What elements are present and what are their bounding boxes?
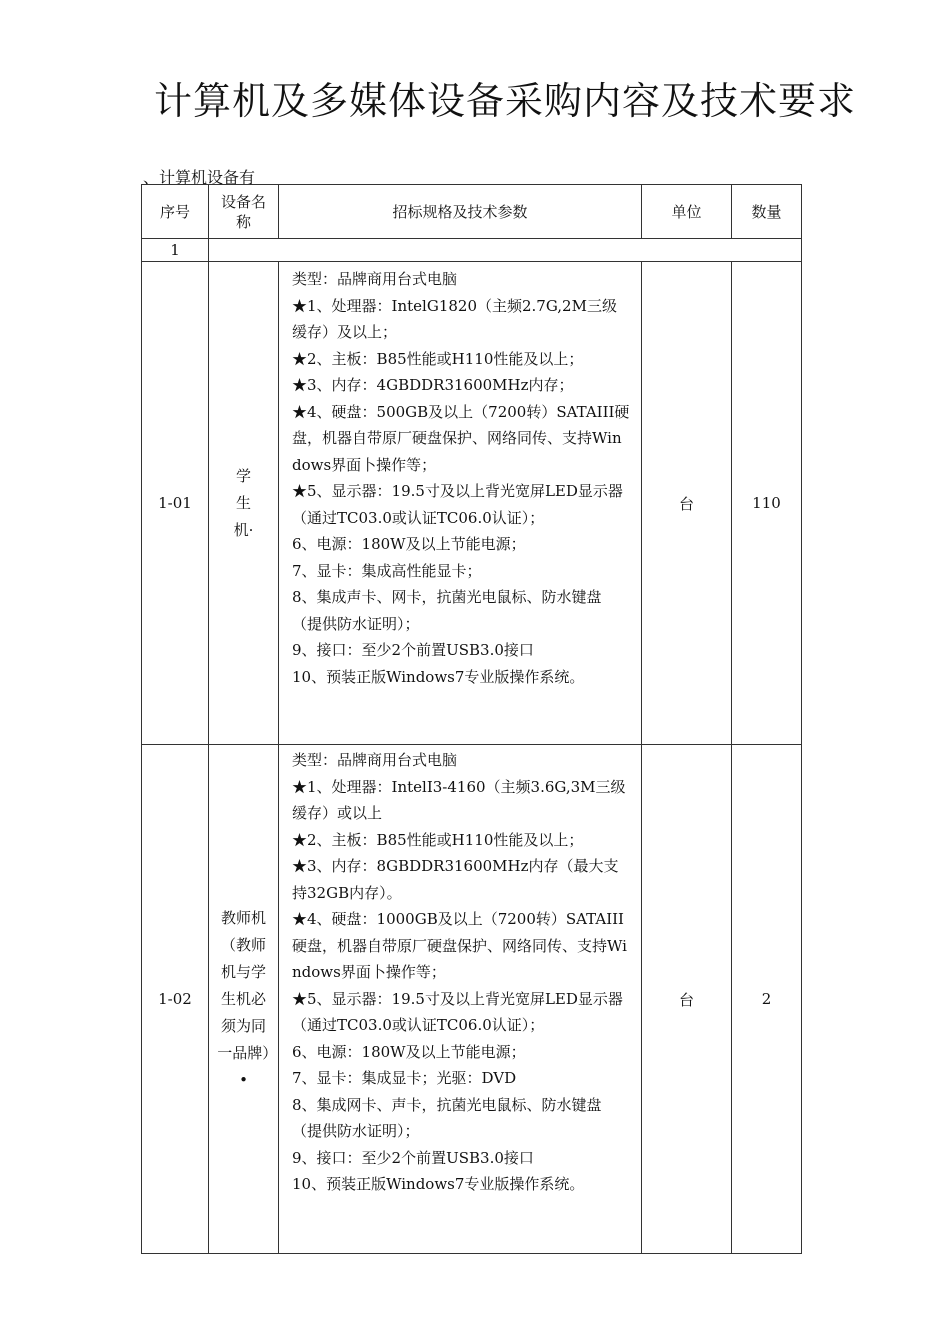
spec-line: 6、电源：180W及以上节能电源；	[292, 535, 526, 553]
row-seq: 1-01	[142, 262, 209, 745]
spec-line: 10、预装正版Windows7专业版操作系统。	[292, 667, 585, 686]
spec-line: ★2、主板：B85性能或H110性能及以上；	[292, 349, 584, 368]
table-header-row	[142, 185, 802, 239]
group-seq: 1	[142, 239, 209, 262]
document-title: 计算机及多媒体设备采购内容及技术要求	[153, 79, 856, 123]
group-empty-cell	[209, 239, 802, 262]
spec-line: 8、集成网卡、声卡，抗菌光电鼠标、防水键盘（提供防水证明）；	[292, 1095, 602, 1140]
spec-list	[292, 747, 631, 1198]
spec-line: ★5、显示器：19.5寸及以上背光宽屏LED显示器（通过TC03.0或认证TC06.0认证）；	[292, 482, 623, 527]
row-unit: 台	[642, 262, 732, 745]
row-device-name: 学生机·	[209, 262, 279, 745]
spec-line: 10、预装正版Windows7专业版操作系统。	[292, 1175, 585, 1193]
spec-line: ★4、硬盘：500GB及以上（7200转）SATAIII硬盘，机器自带原厂硬盘保护、网络同传、支持Windows界面卜操作等；	[292, 402, 630, 474]
procurement-table	[141, 184, 802, 1254]
spec-line: 9、接口：至少2个前置USB3.0接口	[292, 1148, 534, 1167]
header-unit: 单位	[642, 185, 732, 239]
table-row	[142, 745, 802, 1254]
spec-line: ★3、内存：8GBDDR31600MHz内存（最大支持32GB内存）。	[292, 857, 619, 902]
row-qty: 2	[732, 745, 802, 1254]
group-row	[142, 239, 802, 262]
row-qty: 110	[732, 262, 802, 745]
spec-line: 8、集成声卡、网卡，抗菌光电鼠标、防水键盘（提供防水证明）；	[292, 588, 602, 633]
spec-line: 7、显卡：集成高性能显卡；	[292, 561, 482, 580]
header-spec: 招标规格及技术参数	[279, 185, 642, 239]
row-unit: 台	[642, 745, 732, 1254]
section-heading: 、计算机设备有	[143, 168, 256, 187]
spec-list	[292, 266, 631, 740]
spec-line: 9、接口：至少2个前置USB3.0接口	[292, 641, 534, 659]
spec-line: ★4、硬盘：1000GB及以上（7200转）SATAIII硬盘，机器自带原厂硬盘保护、网络同传、支持Windows界面卜操作等；	[292, 910, 627, 981]
row-seq: 1-02	[142, 745, 209, 1254]
spec-line: ★2、主板：B85性能或H110性能及以上；	[292, 830, 584, 849]
spec-line: ★3、内存：4GBDDR31600MHz内存；	[292, 376, 574, 394]
row-device-name: 教师机（教师机与学生机必须为同一品牌）•	[209, 745, 279, 1254]
spec-line: 6、电源：180W及以上节能电源；	[292, 1042, 526, 1061]
spec-line: ★1、处理器：IntelI3-4160（主频3.6G,3M三级缓存）或以上	[292, 777, 626, 822]
row-spec	[279, 745, 642, 1254]
spec-line: 7、显卡：集成显卡；光驱：DVD	[292, 1069, 517, 1087]
table-row	[142, 262, 802, 745]
header-qty: 数量	[732, 185, 802, 239]
header-seq: 序号	[142, 185, 209, 239]
spec-line: ★1、处理器：IntelG1820（主频2.7G,2M三级缓存）及以上；	[292, 296, 617, 341]
spec-line: 类型：品牌商用台式电脑	[292, 751, 458, 769]
spec-line: 类型：品牌商用台式电脑	[292, 270, 458, 288]
header-name: 设备名称	[209, 185, 279, 239]
spec-line: ★5、显示器：19.5寸及以上背光宽屏LED显示器（通过TC03.0或认证TC06.0认证）；	[292, 989, 623, 1034]
row-spec	[279, 262, 642, 745]
